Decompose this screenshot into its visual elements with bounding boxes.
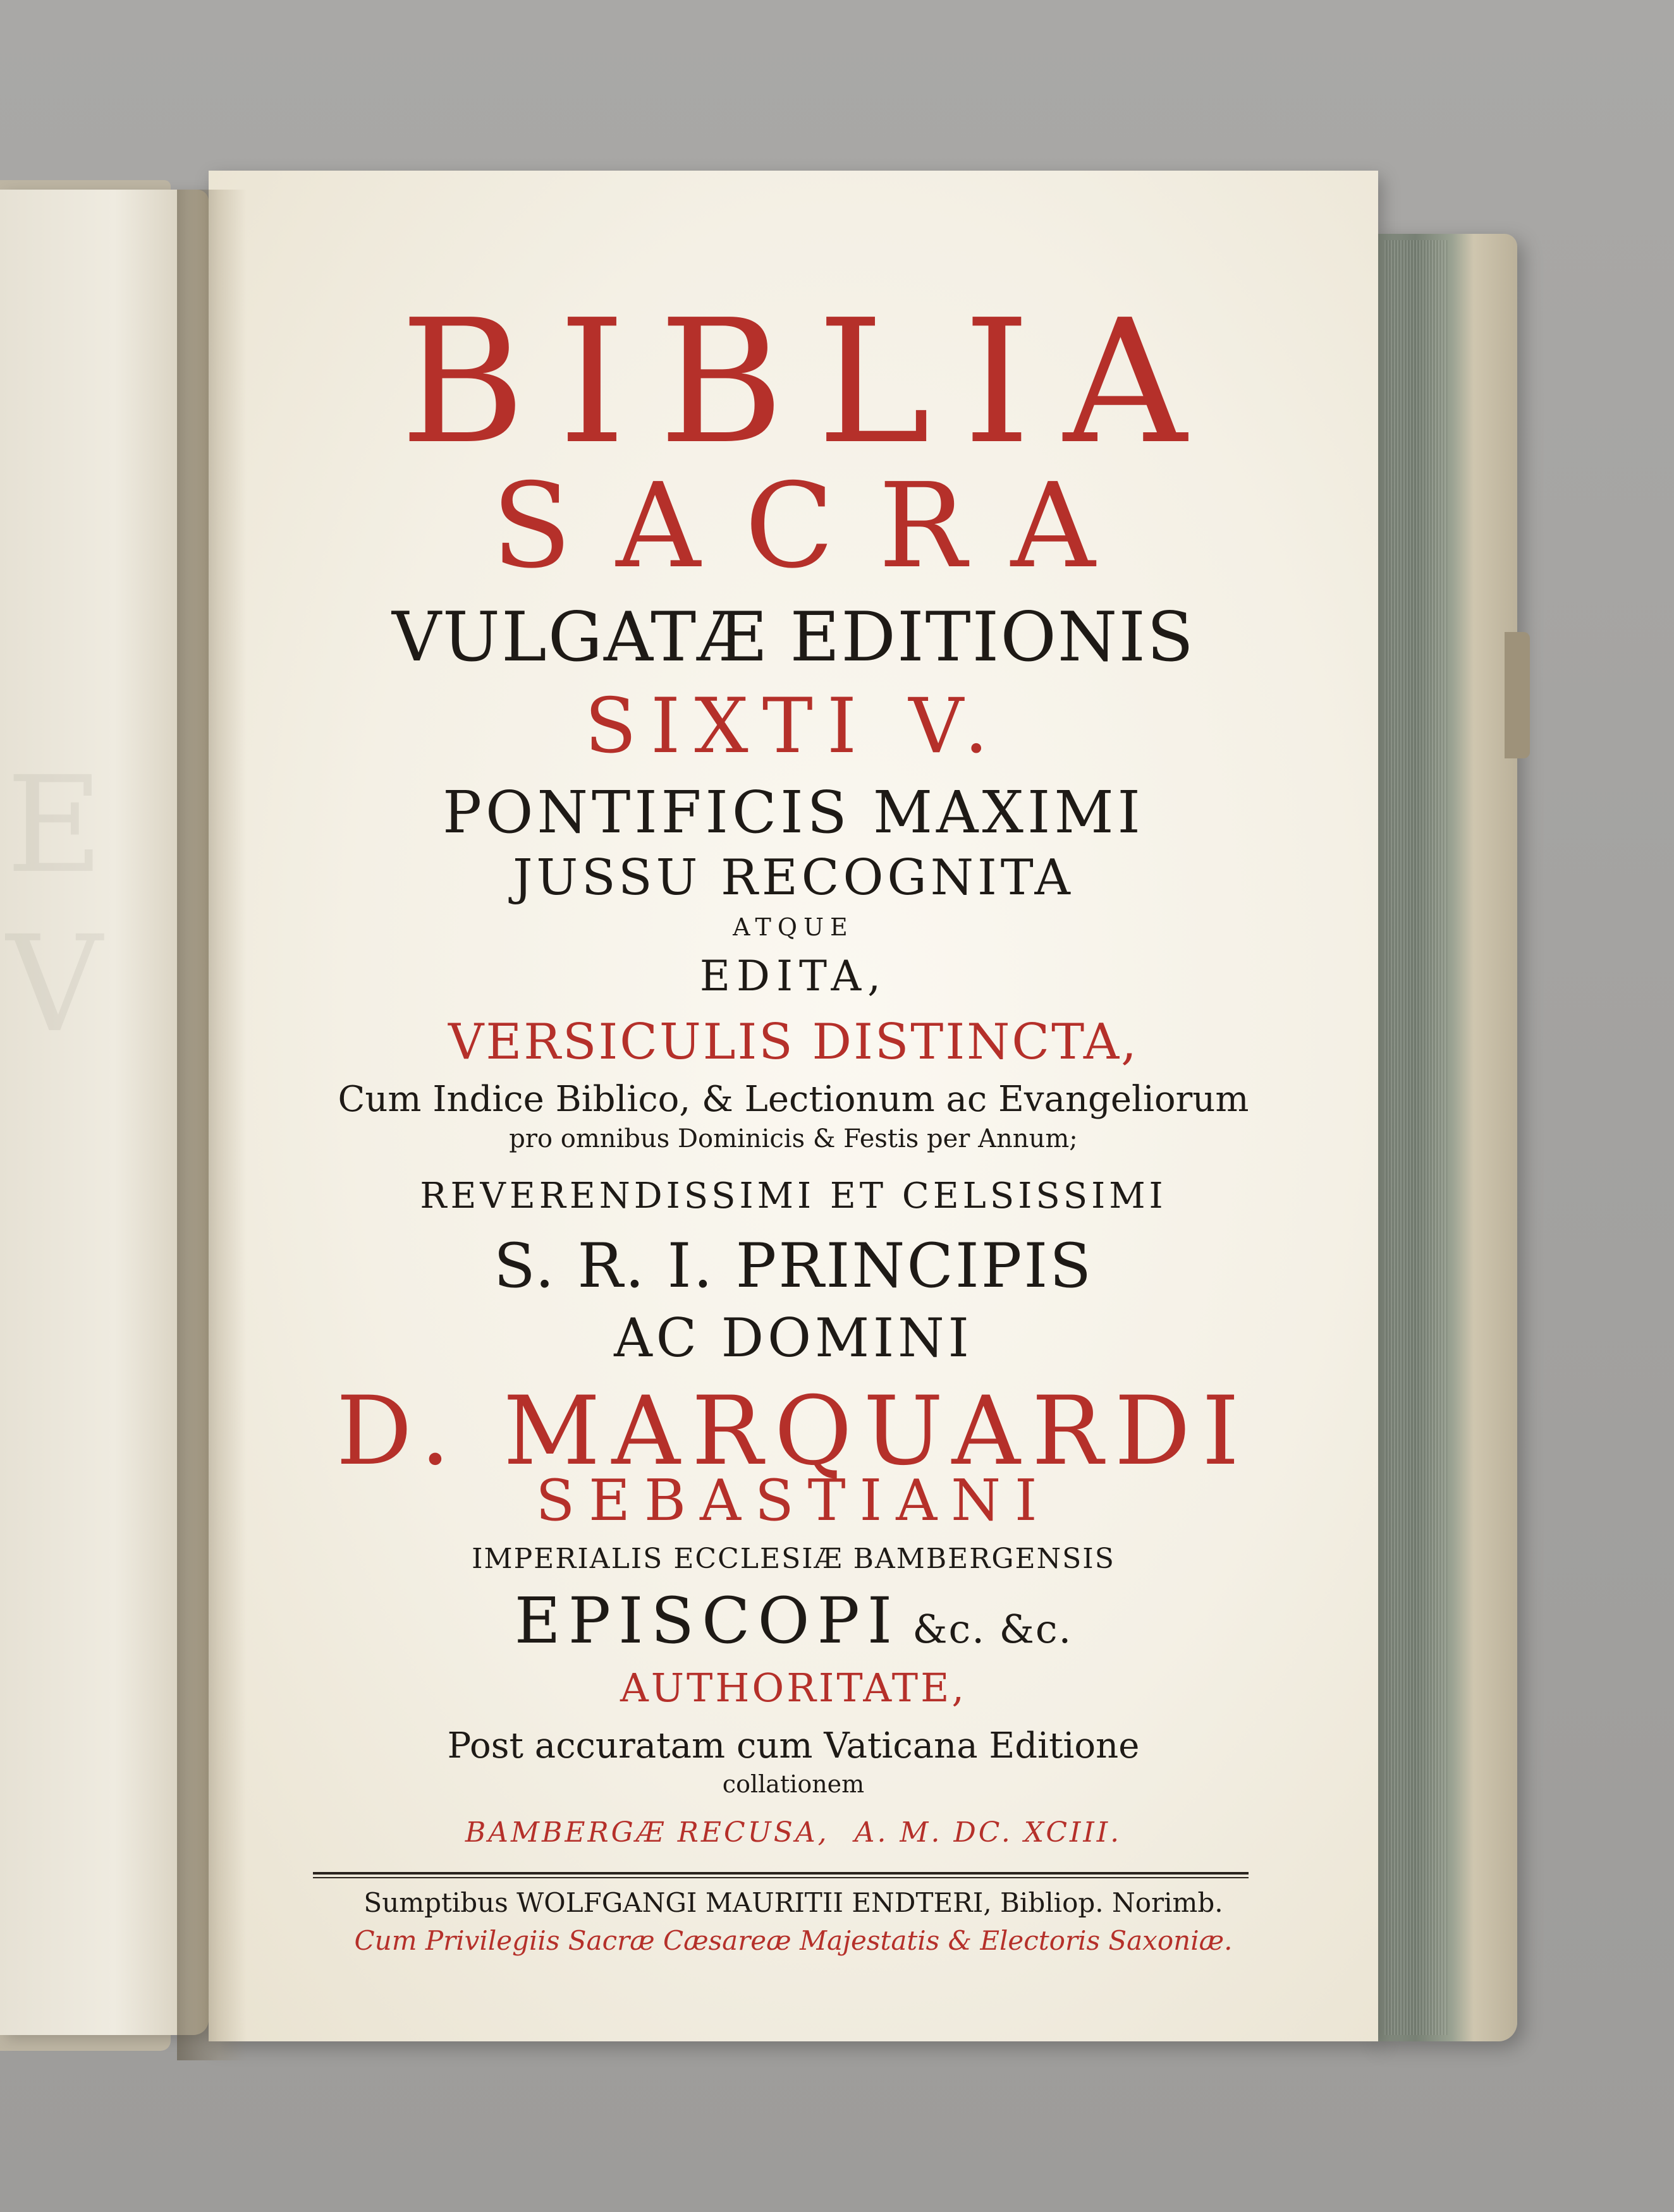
- line-vulgatae: VULGATÆ EDITIONIS: [391, 598, 1195, 677]
- line-ac-domini: AC DOMINI: [614, 1307, 973, 1369]
- line-imprint-place: [209, 1816, 1378, 1849]
- line-atque: ATQUE: [733, 913, 854, 941]
- etc-text: &c. &c.: [912, 1606, 1073, 1652]
- imprint-year: A. M. DC. XCIII.: [854, 1816, 1122, 1849]
- line-jussu: JUSSU RECOGNITA: [513, 849, 1074, 906]
- line-post-accuratam: Post accuratam cum Vaticana Editione: [447, 1725, 1140, 1766]
- cover-clasp: [1505, 632, 1530, 758]
- line-sebastiani: SEBASTIANI: [535, 1468, 1051, 1534]
- line-reverendissimi: REVERENDISSIMI ET CELSISSIMI: [420, 1176, 1167, 1217]
- line-pro-omnibus: pro omnibus Dominicis & Festis per Annum;: [509, 1124, 1078, 1153]
- line-imperialis: IMPERIALIS ECCLESIÆ BAMBERGENSIS: [472, 1543, 1115, 1575]
- left-page-show-through: E V: [6, 748, 116, 1062]
- line-marquardi: D. MARQUARDI: [336, 1376, 1251, 1486]
- line-collationem: collationem: [722, 1770, 865, 1798]
- page-edges: [1384, 240, 1448, 2035]
- line-pontificis: PONTIFICIS MAXIMI: [443, 779, 1144, 846]
- line-versiculis: VERSICULIS DISTINCTA,: [448, 1014, 1139, 1071]
- line-principis: S. R. I. PRINCIPIS: [493, 1231, 1094, 1301]
- title-sacra: SACRA: [491, 458, 1140, 594]
- line-authoritate: AUTHORITATE,: [620, 1665, 967, 1711]
- line-edita: EDITA,: [699, 952, 888, 1000]
- line-episcopi: [209, 1584, 1378, 1658]
- imprint-place: BAMBERGÆ RECUSA,: [465, 1816, 829, 1849]
- line-cum-indice: Cum Indice Biblico, & Lectionum ac Evangeliorum: [338, 1079, 1249, 1120]
- line-sixti: SIXTI V.: [584, 683, 1003, 770]
- line-sumptibus: Sumptibus WOLFGANGI MAURITII ENDTERI, Bibliop. Norimb.: [364, 1887, 1223, 1918]
- line-privilegiis: Cum Privilegiis Sacræ Cæsareæ Majestatis & Electoris Saxoniæ.: [354, 1925, 1233, 1956]
- imprint-rule: [313, 1872, 1249, 1875]
- imprint-rule-thin: [313, 1877, 1249, 1878]
- episcopi-text: EPISCOPI: [514, 1584, 900, 1658]
- title-biblia: BIBLIA: [400, 283, 1220, 482]
